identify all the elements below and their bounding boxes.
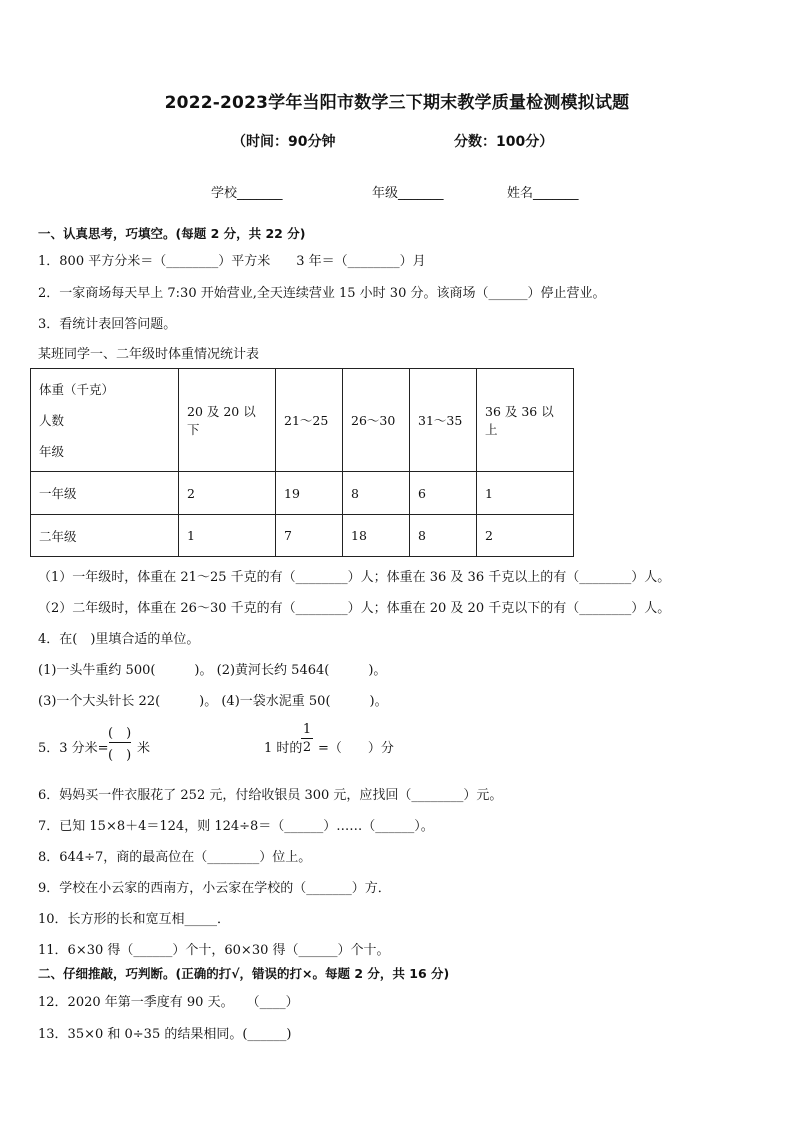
question-12: 12．2020 年第一季度有 90 天。 （____） <box>38 995 299 1010</box>
question-4-line-1: (1)一头牛重约 500( )。 (2)黄河长约 5464( )。 <box>38 663 387 678</box>
grade-field[interactable]: 年级_______ <box>372 186 444 201</box>
column-header: 20 及 20 以下 <box>179 369 276 472</box>
corner-count-label: 人数 <box>39 412 65 428</box>
question-10: 10．长方形的长和宽互相_____． <box>38 912 231 927</box>
table-cell: 2 <box>477 515 574 557</box>
table-cell: 1 <box>477 472 574 515</box>
table-header-row <box>31 369 574 472</box>
page-title: 2022-2023学年当阳市数学三下期末教学质量检测模拟试题 <box>164 93 630 113</box>
question-6: 6．妈妈买一件衣服花了 252 元，付给收银员 300 元，应找回（________）元。 <box>38 788 503 803</box>
table-cell: 8 <box>343 472 410 515</box>
column-header: 26～30 <box>343 369 410 472</box>
fraction-one-half <box>301 722 313 755</box>
column-header: 21～25 <box>276 369 343 472</box>
table-title: 某班同学一、二年级时体重情况统计表 <box>38 347 260 362</box>
question-3-part-2: （2）二年级时，体重在 26～30 千克的有（________）人；体重在 20 及 20 千克以下的有（________）人。 <box>38 601 671 616</box>
fraction-bar <box>109 742 131 743</box>
row-label: 一年级 <box>31 472 179 515</box>
section-1-heading: 一、认真思考，巧填空。(每题 2 分，共 22 分) <box>38 226 306 241</box>
corner-grade-label: 年级 <box>39 443 65 459</box>
table-cell: 18 <box>343 515 410 557</box>
question-3: 3．看统计表回答问题。 <box>38 317 177 332</box>
time-limit: （时间：90分钟 <box>232 134 336 150</box>
table-cell: 2 <box>179 472 276 515</box>
fraction-numerator: ( ) <box>108 726 132 741</box>
section-2-heading: 二、仔细推敲，巧判断。(正确的打√，错误的打×。每题 2 分，共 16 分) <box>38 966 450 981</box>
question-4: 4．在( )里填合适的单位。 <box>38 632 200 647</box>
fraction-denominator: 2 <box>302 740 312 755</box>
question-13: 13．35×0 和 0÷35 的结果相同。(______) <box>38 1027 292 1042</box>
row-label: 二年级 <box>31 515 179 557</box>
fraction-denominator: ( ) <box>108 748 132 763</box>
corner-weight-label: 体重（千克） <box>39 381 115 397</box>
question-5-prefix: 5．3 分米= <box>38 741 109 756</box>
question-8: 8．644÷7，商的最高位在（________）位上。 <box>38 850 312 865</box>
table-cell: 19 <box>276 472 343 515</box>
question-7: 7．已知 15×8＋4＝124，则 124÷8＝（______）……（______）。 <box>38 819 434 834</box>
table-cell: 1 <box>179 515 276 557</box>
fraction-numerator: 1 <box>302 722 312 737</box>
table-row <box>31 472 574 515</box>
table-cell: 6 <box>410 472 477 515</box>
question-5b-prefix: 1 时的 <box>264 741 303 756</box>
column-header: 31～35 <box>410 369 477 472</box>
question-5b-suffix: =（ ）分 <box>318 741 394 756</box>
table-row <box>31 515 574 557</box>
question-5-unit: 米 <box>137 741 151 756</box>
weight-statistics-table <box>30 368 574 557</box>
table-cell: 7 <box>276 515 343 557</box>
question-3-part-1: （1）一年级时，体重在 21～25 千克的有（________）人；体重在 36 及 36 千克以上的有（________）人。 <box>38 570 671 585</box>
question-9: 9．学校在小云家的西南方，小云家在学校的（_______）方． <box>38 881 391 896</box>
question-1: 1．800 平方分米＝（________）平方米 3 年＝（________）月 <box>38 254 426 269</box>
total-score: 分数：100分） <box>454 134 554 150</box>
table-corner-cell <box>31 369 179 472</box>
fraction-blank <box>108 722 131 763</box>
column-header: 36 及 36 以上 <box>477 369 574 472</box>
fraction-bar <box>301 738 313 739</box>
question-4-line-2: (3)一个大头针长 22( )。 (4)一袋水泥重 50( )。 <box>38 694 388 709</box>
name-field[interactable]: 姓名_______ <box>507 186 579 201</box>
table-cell: 8 <box>410 515 477 557</box>
question-11: 11．6×30 得（______）个十，60×30 得（______）个十。 <box>38 943 390 958</box>
question-2: 2．一家商场每天早上 7:30 开始营业,全天连续营业 15 小时 30 分。该商场（______）停止营业。 <box>38 286 606 301</box>
school-field[interactable]: 学校_______ <box>211 186 283 201</box>
